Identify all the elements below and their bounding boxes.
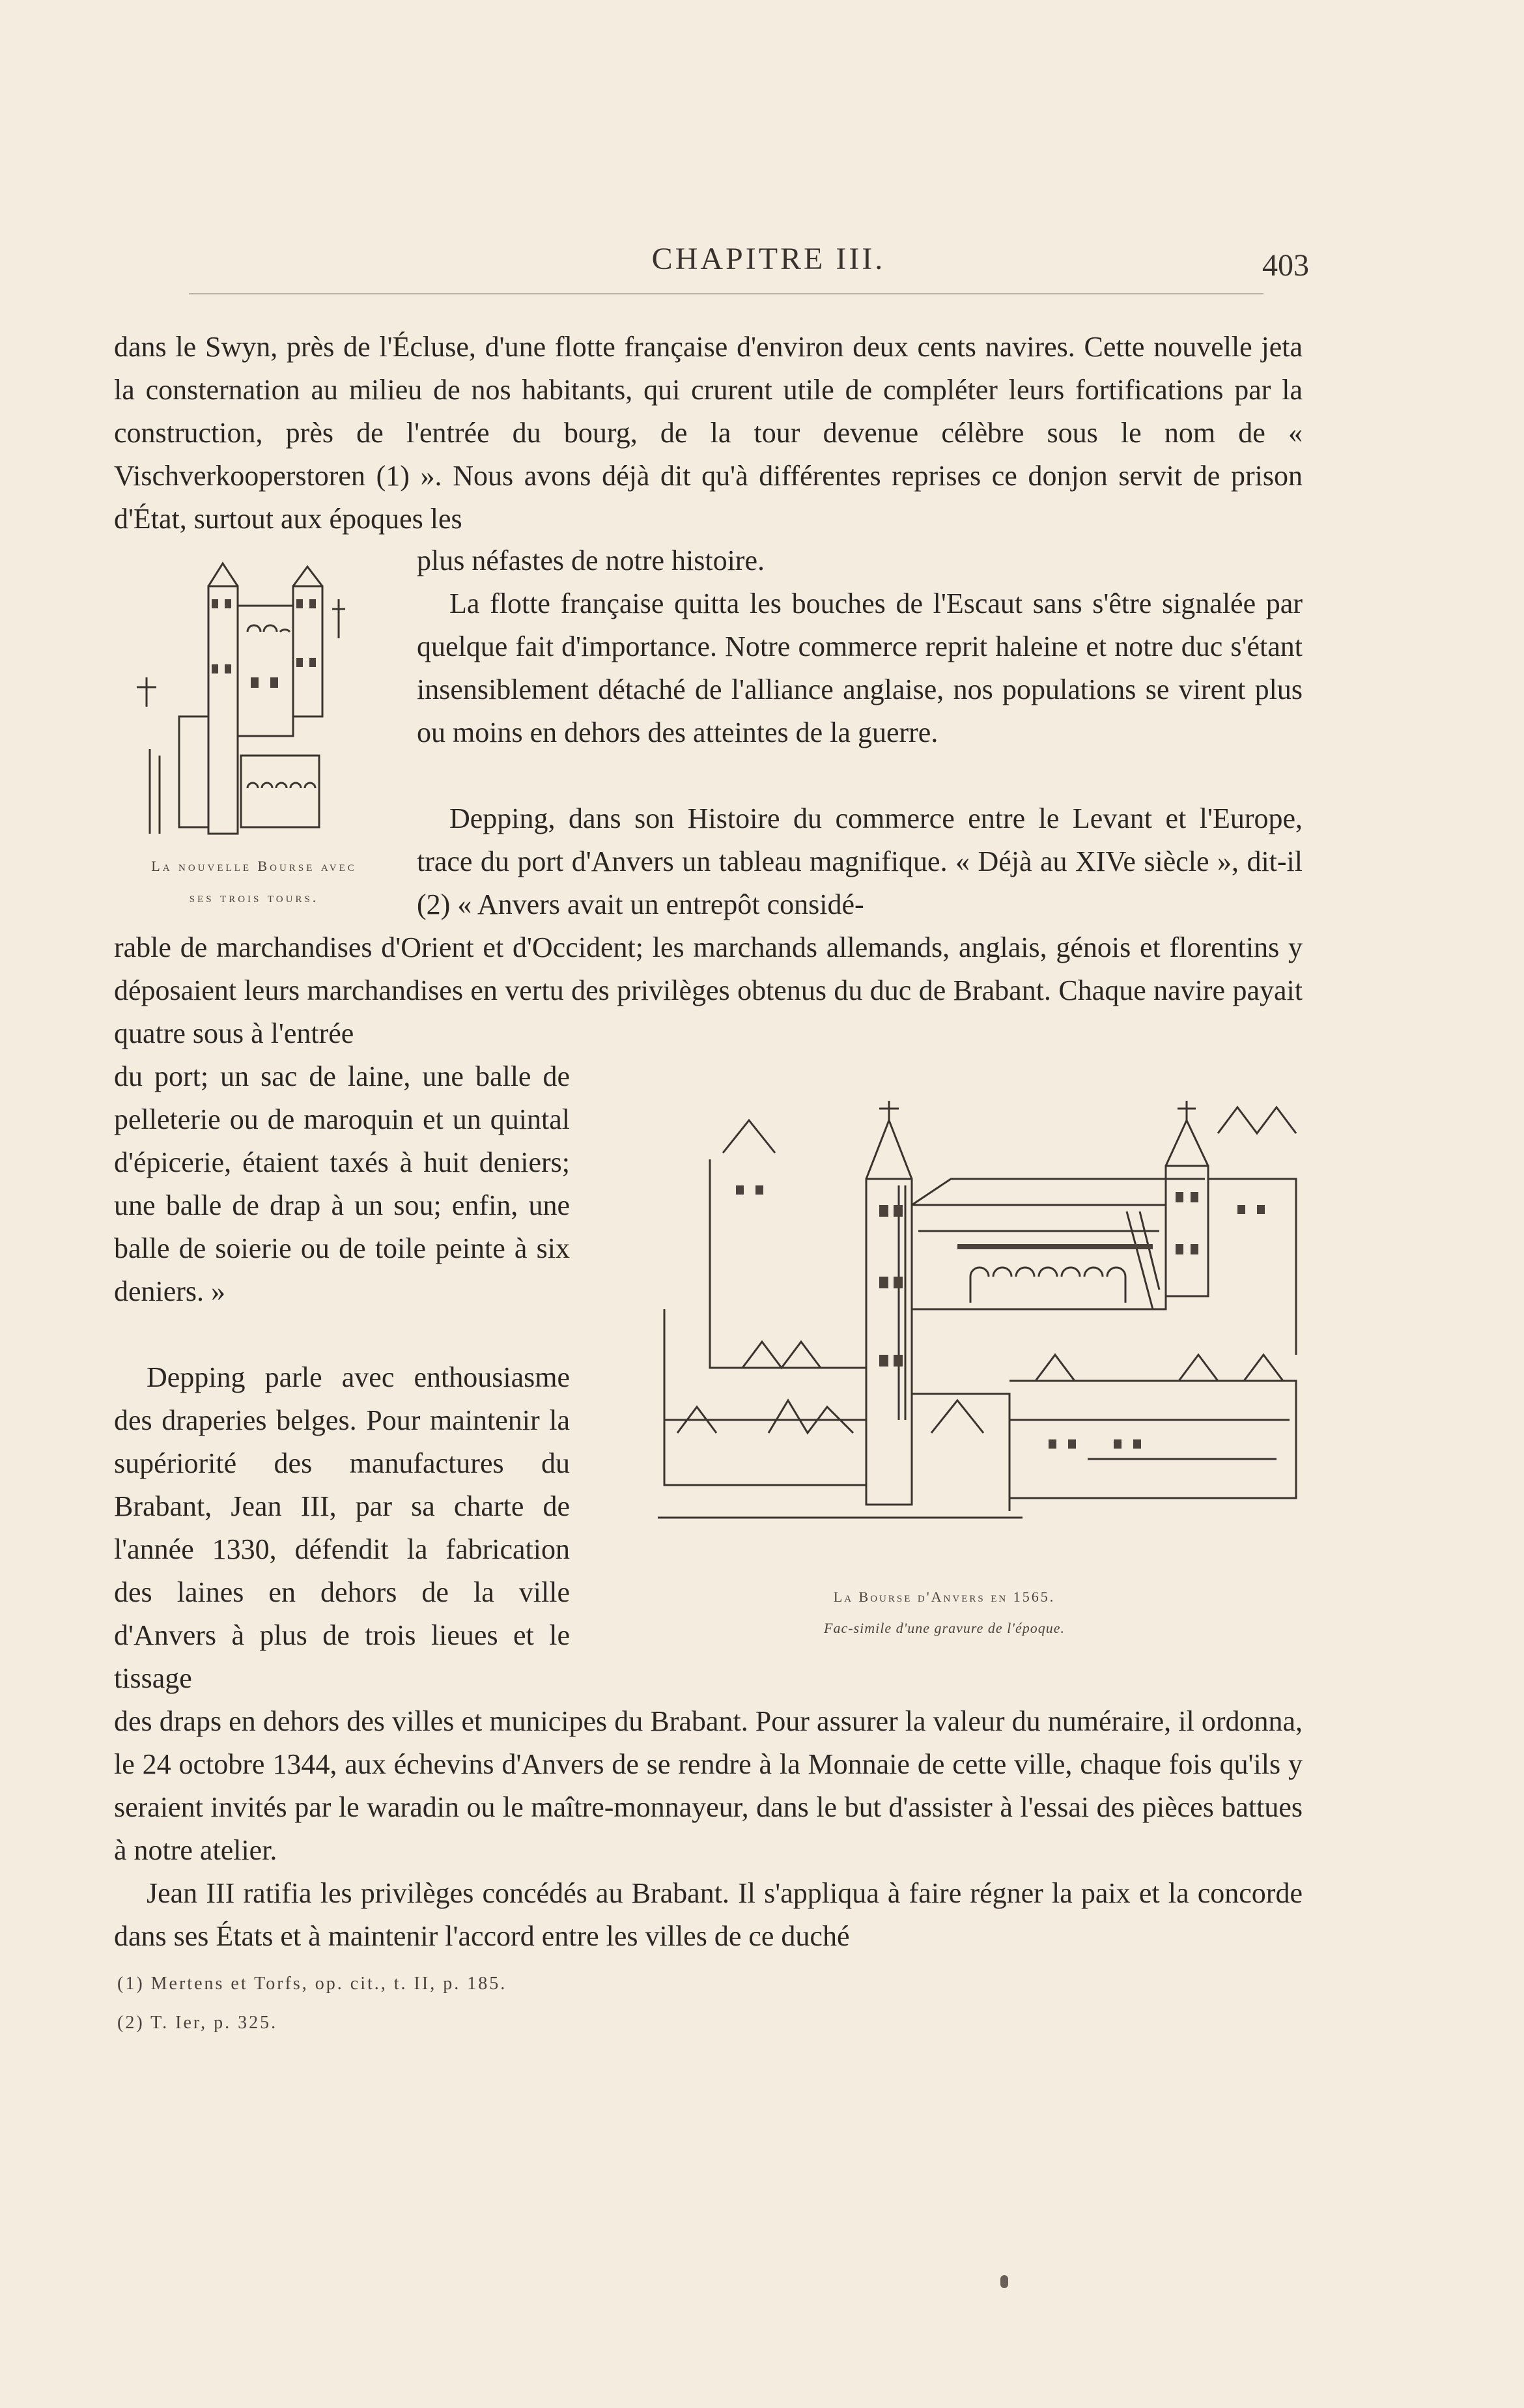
footnote-2: (2) T. Ier, p. 325. xyxy=(117,2013,278,2033)
paragraph-1-end: plus néfastes de notre histoire. xyxy=(417,545,765,576)
ink-mark xyxy=(1000,2275,1008,2288)
page-header xyxy=(117,228,1309,300)
footnote-1: (1) Mertens et Torfs, op. cit., t. II, p. 185. xyxy=(117,1974,507,1994)
paragraph-3-start: Depping, dans son Histoire du commerce entre le Levant et l'Europe, trace du port d'Anvers un tableau magnifique. « Déjà au XIVe siècle », dit-il (2) « Anvers avait un entrepôt considé- xyxy=(417,802,1303,920)
paragraph-1: dans le Swyn, près de l'Écluse, d'une flotte française d'environ deux cents navires. Cette nouvelle jeta la consternation au milieu de nos habitants, qui crurent utile de compléter leurs fortifications par la construction, près de l'entrée du bourg, de la tour devenue célèbre sous le nom de « Vischverkooperstoren (1) ». Nous avons déjà dit qu'à différentes reprises ce donjon servit de prison d'État, surtout aux époques les xyxy=(114,331,1303,535)
small-engraving-drawing xyxy=(124,560,391,847)
paragraph-4: Depping parle avec enthousiasme des draperies belges. Pour maintenir la supériorité des manufactures du Brabant, Jean III, par sa charte de l'année 1330, défendit la fabrication des laines en dehors de la ville d'Anvers à plus de trois lieues et le tissage xyxy=(114,1361,570,1694)
paragraph-3-continued: rable de marchandises d'Orient et d'Occident; les marchands allemands, anglais, génois et florentins y déposaient leurs marchandises en vertu des privilèges obtenus du duc de Brabant. Chaque navire payait quatre sous à l'entrée xyxy=(114,931,1303,1049)
small-figure-caption xyxy=(104,851,404,913)
large-caption-line-2: Fac-simile d'une gravure de l'époque. xyxy=(824,1620,1065,1636)
large-engraving-drawing xyxy=(593,1094,1316,1570)
small-caption-line-2: ses trois tours. xyxy=(189,889,319,905)
paragraph-2: La flotte française quitta les bouches de l'Escaut sans s'être signalée par quelque fait d'importance. Notre commerce reprit haleine et notre duc s'étant insensiblement détaché de l'alliance anglaise, nos populations se virent plus ou moins en dehors des atteintes de la guerre. xyxy=(417,588,1303,748)
small-engraving-bourse xyxy=(124,560,391,847)
paragraph-5: Jean III ratifia les privilèges concédés au Brabant. Il s'appliqua à faire régner la paix et la concorde dans ses États et à maintenir l'accord entre les villes de ce duché xyxy=(114,1877,1303,1952)
page-number: 403 xyxy=(1262,248,1309,283)
header-rule xyxy=(189,293,1263,294)
large-engraving-bourse-1565 xyxy=(593,1094,1316,1570)
small-caption-line-1: La nouvelle Bourse avec xyxy=(151,858,357,874)
paragraph-3-left-column: du port; un sac de laine, une balle de pelleterie ou de maroquin et un quintal d'épicerie, étaient taxés à huit deniers; une balle de drap à un sou; enfin, une balle de soierie ou de toile peinte à six deniers. » xyxy=(114,1060,570,1307)
paragraph-4-end: des draps en dehors des villes et municipes du Brabant. Pour assurer la valeur du numéraire, il ordonna, le 24 octobre 1344, aux échevins d'Anvers de se rendre à la Monnaie de cette ville, chaque fois qu'ils y seraient invités par le waradin ou le maître-monnayeur, dans le but d'assister à l'essai des pièces battues à notre atelier. xyxy=(114,1705,1303,1866)
large-figure-caption xyxy=(716,1581,1172,1644)
large-caption-line-1: La Bourse d'Anvers en 1565. xyxy=(833,1589,1056,1605)
running-head: CHAPITRE III. xyxy=(651,242,886,276)
